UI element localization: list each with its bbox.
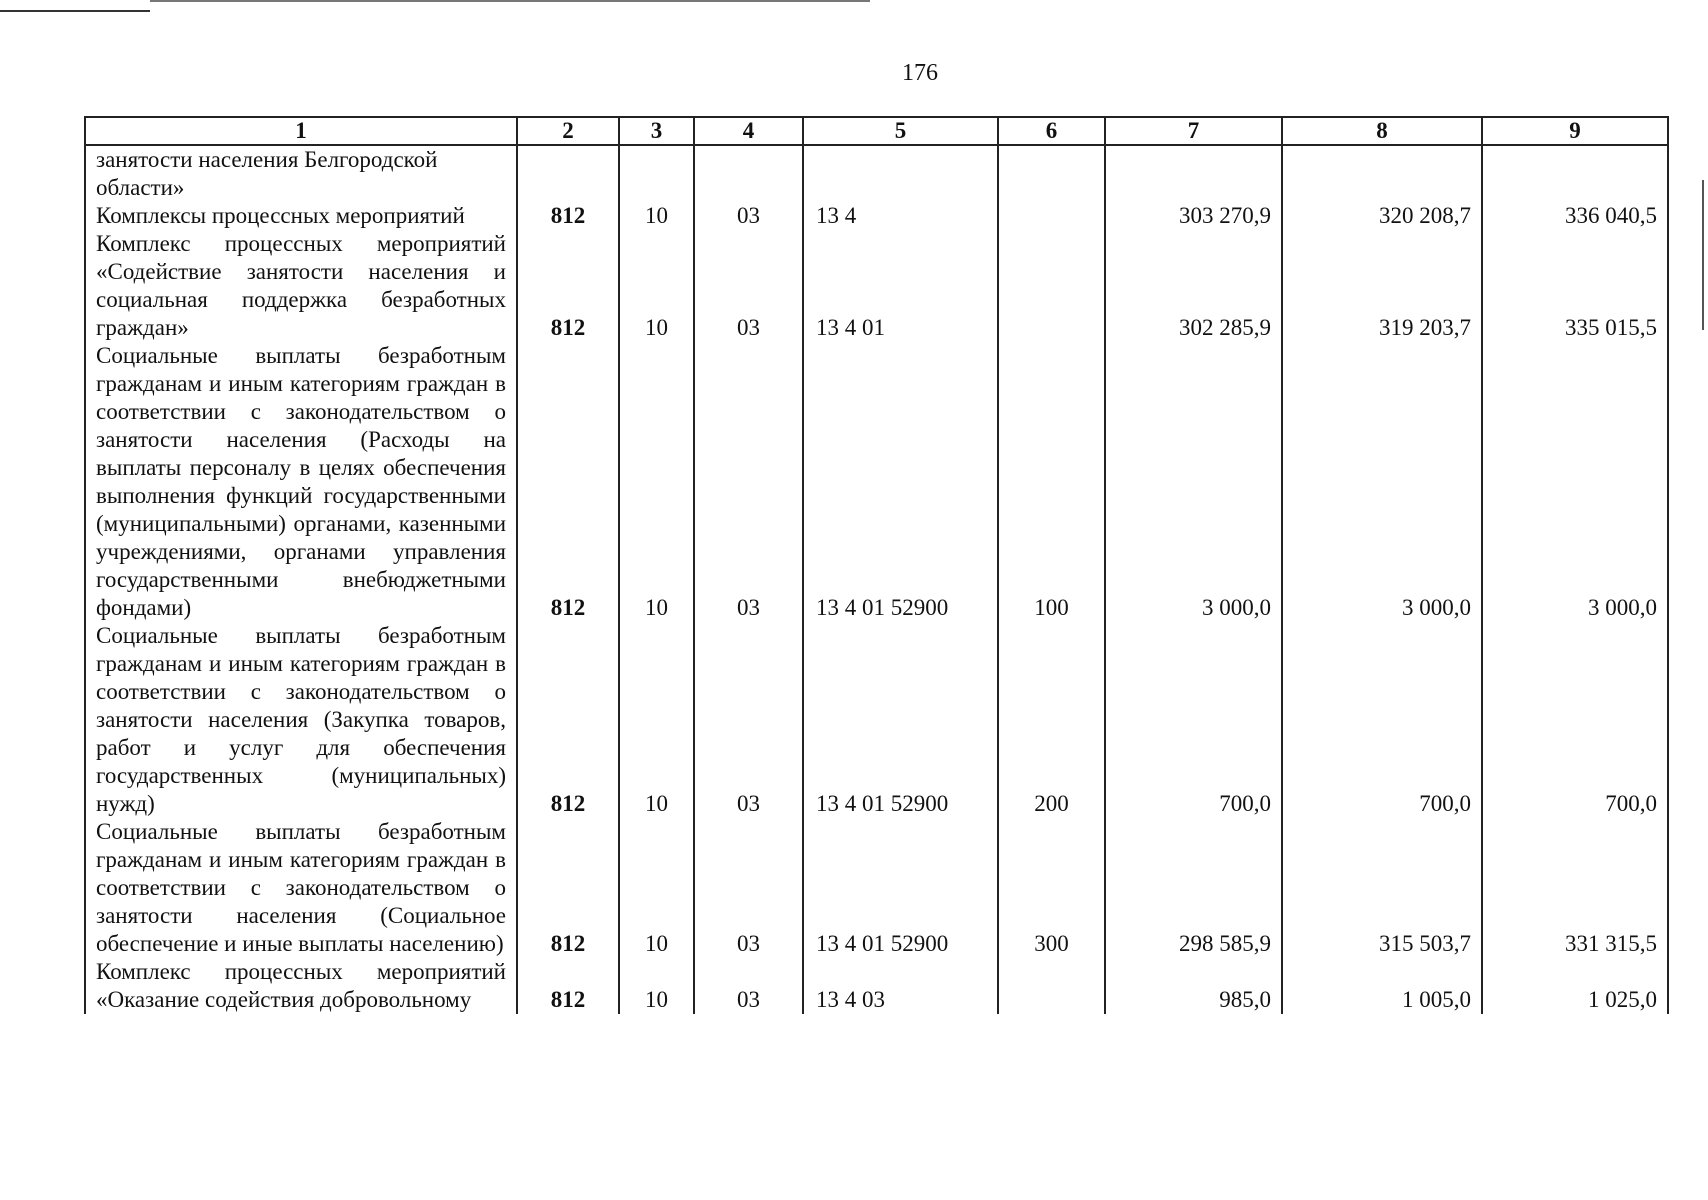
column-header-9: 9 [1482,117,1668,145]
cell-section: 10 [619,230,694,342]
cell-admin-code: 812 [517,958,619,1014]
cell-target-article: 13 4 [803,202,998,230]
cell-expense-type [998,202,1105,230]
column-header-2: 2 [517,117,619,145]
cell-section [619,145,694,202]
cell-target-article: 13 4 01 [803,230,998,342]
cell-amount-col9 [1482,145,1668,202]
cell-admin-code: 812 [517,202,619,230]
row-description: Социальные выплаты безработным гражданам и иным категориям граждан в соответствии с законодательством о занятости населения (Закупка товаров, работ и услуг для обеспечения государственных (муниципальных) нужд) [85,622,517,818]
page-number: 176 [902,60,938,86]
row-description: Социальные выплаты безработным гражданам и иным категориям граждан в соответствии с законодательством о занятости населения (Социальное обеспечение и иные выплаты населению) [85,818,517,958]
cell-subsection: 03 [694,818,803,958]
cell-expense-type: 200 [998,622,1105,818]
table-row [85,958,1668,1014]
table-row [85,230,1668,342]
row-description: Комплексы процессных мероприятий [85,202,517,230]
cell-expense-type: 100 [998,342,1105,622]
cell-amount-col8: 320 208,7 [1282,202,1482,230]
cell-amount-col9: 336 040,5 [1482,202,1668,230]
row-description: Комплекс процессных мероприятий «Содействие занятости населения и социальная поддержка безработных граждан» [85,230,517,342]
cell-admin-code: 812 [517,622,619,818]
cell-expense-type [998,145,1105,202]
cell-admin-code: 812 [517,818,619,958]
cell-section: 10 [619,818,694,958]
cell-subsection: 03 [694,342,803,622]
column-header-6: 6 [998,117,1105,145]
cell-admin-code: 812 [517,342,619,622]
cell-amount-col7: 985,0 [1105,958,1282,1014]
column-header-1: 1 [85,117,517,145]
column-header-8: 8 [1282,117,1482,145]
cell-amount-col8: 1 005,0 [1282,958,1482,1014]
cell-section: 10 [619,622,694,818]
cell-amount-col9: 700,0 [1482,622,1668,818]
header-row [85,117,1668,145]
row-description: Комплекс процессных мероприятий «Оказание содействия добровольному [85,958,517,1014]
cell-subsection: 03 [694,622,803,818]
scan-artifact-line-top [150,0,870,2]
column-header-3: 3 [619,117,694,145]
cell-amount-col7: 303 270,9 [1105,202,1282,230]
cell-expense-type: 300 [998,818,1105,958]
cell-subsection: 03 [694,958,803,1014]
cell-amount-col9: 1 025,0 [1482,958,1668,1014]
cell-target-article: 13 4 03 [803,958,998,1014]
cell-subsection [694,145,803,202]
cell-amount-col9: 335 015,5 [1482,230,1668,342]
row-description: занятости населения Белгородской области» [85,145,517,202]
cell-amount-col8: 315 503,7 [1282,818,1482,958]
cell-section: 10 [619,958,694,1014]
budget-table [84,116,1669,1014]
cell-amount-col7: 302 285,9 [1105,230,1282,342]
cell-target-article: 13 4 01 52900 [803,818,998,958]
cell-section: 10 [619,202,694,230]
cell-admin-code [517,145,619,202]
cell-amount-col7: 3 000,0 [1105,342,1282,622]
cell-amount-col7: 700,0 [1105,622,1282,818]
cell-subsection: 03 [694,230,803,342]
cell-amount-col7 [1105,145,1282,202]
cell-amount-col8: 3 000,0 [1282,342,1482,622]
table-row [85,145,1668,202]
column-header-4: 4 [694,117,803,145]
table-row [85,202,1668,230]
cell-admin-code: 812 [517,230,619,342]
cell-amount-col7: 298 585,9 [1105,818,1282,958]
table-row [85,622,1668,818]
cell-target-article [803,145,998,202]
table-row [85,818,1668,958]
cell-amount-col8: 700,0 [1282,622,1482,818]
cell-amount-col8: 319 203,7 [1282,230,1482,342]
row-description: Социальные выплаты безработным гражданам и иным категориям граждан в соответствии с законодательством о занятости населения (Расходы на выплаты персоналу в целях обеспечения выполнения функций государственными (муниципальными) органами, казенными учреждениями, органами управления государственными внебюджетными фондами) [85,342,517,622]
table-row [85,342,1668,622]
cell-amount-col9: 331 315,5 [1482,818,1668,958]
cell-section: 10 [619,342,694,622]
column-header-5: 5 [803,117,998,145]
cell-expense-type [998,230,1105,342]
column-header-7: 7 [1105,117,1282,145]
cell-amount-col9: 3 000,0 [1482,342,1668,622]
cell-target-article: 13 4 01 52900 [803,342,998,622]
cell-expense-type [998,958,1105,1014]
cell-amount-col8 [1282,145,1482,202]
cell-subsection: 03 [694,202,803,230]
scan-artifact-line-right [1702,180,1704,330]
scan-artifact-line-left [0,10,150,12]
cell-target-article: 13 4 01 52900 [803,622,998,818]
